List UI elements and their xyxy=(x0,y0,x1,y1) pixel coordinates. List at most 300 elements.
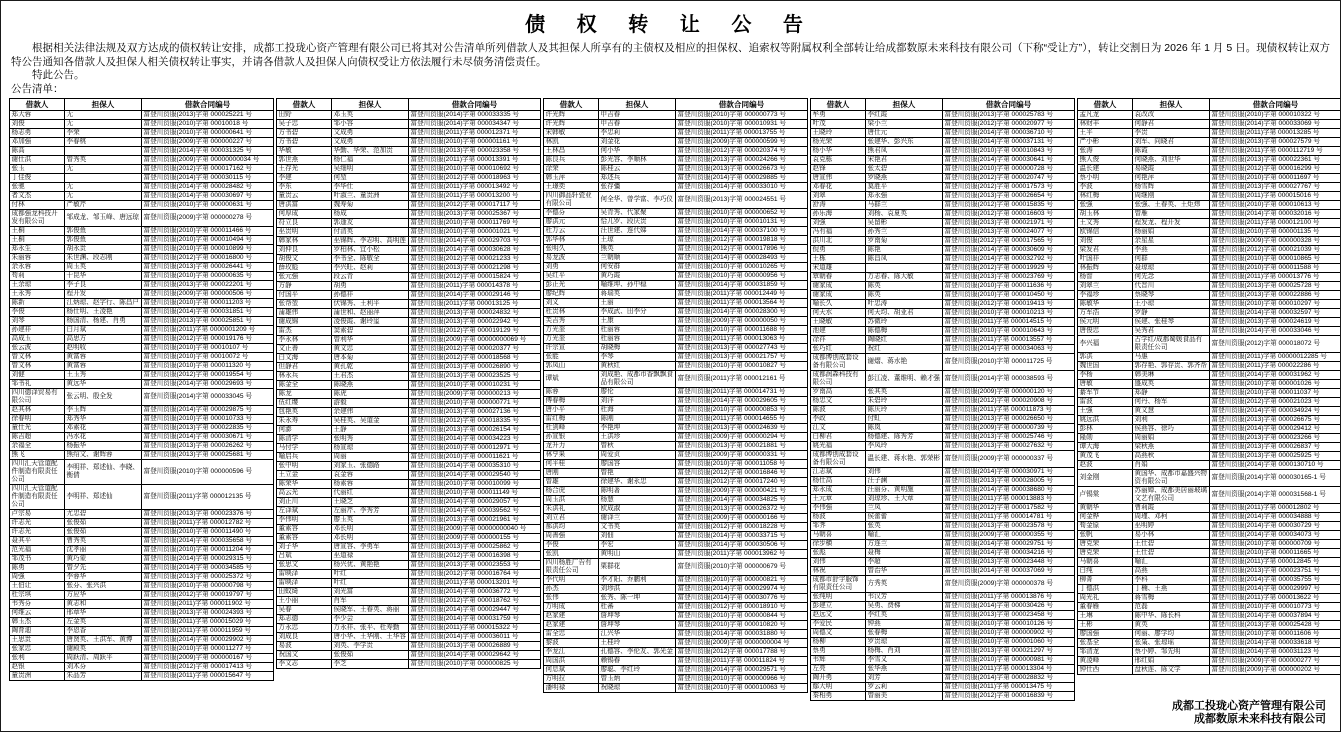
contract-no-cell: 富登川资服(2014)字第 000031123 号 xyxy=(1210,647,1341,656)
guarantor-cell: 刘琼珍、王大章 xyxy=(866,494,943,503)
guarantor-cell: 刘家玉、张德路 xyxy=(332,461,409,470)
guarantor-cell: 黄远华 xyxy=(65,379,142,388)
contract-no-cell: 富登川资服(2014)字第 000030506 号 xyxy=(676,540,808,549)
guarantor-cell: 杨素蓉 xyxy=(332,479,409,488)
guarantor-cell: 周跃清、周跃平 xyxy=(65,653,142,662)
borrower-cell: 张云波 xyxy=(10,343,65,352)
guarantor-cell: 曾利华 xyxy=(332,335,409,344)
borrower-cell: 蒲雄伟 xyxy=(277,308,332,317)
borrower-cell: 温长建 xyxy=(1078,164,1133,173)
contract-no-cell: 富登川资服(2014)字第 000030115 号 xyxy=(142,173,274,182)
guarantor-cell: 杨慧 xyxy=(599,495,676,504)
guarantor-cell: 喻维坤、孙中稳 xyxy=(599,280,676,289)
contract-no-cell: 富登川资服(2013)字第 000025728 号 xyxy=(1210,281,1341,290)
table-row xyxy=(277,587,541,596)
borrower-cell: 喻长久 xyxy=(811,299,866,308)
borrower-cell: 董素容 xyxy=(277,524,332,533)
guarantor-cell: 苏丽婵、成都美居丽玻璃文艺有限公司 xyxy=(1133,486,1210,503)
guarantor-cell: 周瑾、邓柯 xyxy=(1133,512,1210,521)
contract-no-cell: 富登川资服(2010)字第 000010265 号 xyxy=(676,262,808,271)
table-row xyxy=(10,334,274,343)
table-row xyxy=(10,137,274,146)
borrower-cell: 苟莉 xyxy=(10,271,65,280)
borrower-cell: 陈敏华 xyxy=(1078,299,1133,308)
borrower-cell: 丁佳俊 xyxy=(10,173,65,182)
borrower-cell: 余永蓉 xyxy=(10,262,65,271)
contract-no-cell: 富登川资服(2013)字第 000023751 号 xyxy=(1210,566,1341,575)
guarantor-cell: 何安群 xyxy=(599,262,676,271)
contract-no-cell: 富登川资服(2011)字第 000022286 号 xyxy=(1210,361,1341,370)
borrower-cell: 郭洪 xyxy=(1078,352,1133,361)
borrower-cell: 薛玫彪 xyxy=(277,263,332,272)
borrower-cell: 许志光 xyxy=(10,518,65,527)
guarantor-cell: 刘术芬 xyxy=(65,662,142,671)
borrower-cell: 周德文 xyxy=(811,628,866,637)
table-row xyxy=(10,307,274,316)
guarantor-cell: 刘芳 xyxy=(866,673,943,682)
table-row xyxy=(10,361,274,370)
table-row xyxy=(811,353,1075,370)
table-row xyxy=(10,572,274,581)
table-row xyxy=(10,253,274,262)
table-row xyxy=(1078,370,1341,379)
contract-no-cell: 富登川资服(2013)字第 000026890 号 xyxy=(409,362,541,371)
table-row xyxy=(1078,236,1341,245)
column-header: 借款人 xyxy=(1078,98,1133,110)
contract-no-cell: 富登川资服(2010)字第 000010450 号 xyxy=(943,290,1075,299)
guarantor-cell: 栗群花 xyxy=(599,558,676,575)
borrower-cell: 李伟明 xyxy=(277,515,332,524)
contract-no-cell: 富登川资服(2014)字第 000038593 号 xyxy=(943,370,1075,387)
table-row xyxy=(544,405,808,414)
loan-table-group-3 xyxy=(543,98,808,693)
borrower-cell: 左泽斌 xyxy=(277,506,332,515)
contract-no-cell: 富登川资服(2013)字第 000024832 号 xyxy=(409,308,541,317)
column-header: 担保人 xyxy=(65,98,142,110)
table-row xyxy=(1078,638,1341,647)
contract-no-cell: 富登川资服(2012)字第 000017240 号 xyxy=(676,477,808,486)
contract-no-cell: 富登川资服(2010)字第 000010063 号 xyxy=(676,683,808,692)
borrower-cell: 韦秀芬 xyxy=(10,599,65,608)
borrower-cell: 谢成锦 xyxy=(277,317,332,326)
table-row xyxy=(1078,469,1341,486)
borrower-cell: 张彪 xyxy=(811,548,866,557)
borrower-cell: 四川汇天管道配件制造有限责任公司 xyxy=(10,459,65,484)
borrower-cell: 胡俊文 xyxy=(277,254,332,263)
guarantor-cell: 李兴旺、赵莉 xyxy=(332,263,409,272)
contract-no-cell: 富登川资服(2009)字第 000000277 号 xyxy=(1210,656,1341,665)
table-row xyxy=(277,641,541,650)
borrower-cell: 何平桂 xyxy=(544,459,599,468)
table-row xyxy=(10,271,274,280)
table-row xyxy=(1078,290,1341,299)
table-row xyxy=(811,263,1075,272)
guarantor-cell: 刘佃 xyxy=(599,531,676,540)
borrower-cell: 万光奎 xyxy=(544,334,599,343)
column-header: 借款合同编号 xyxy=(943,98,1075,110)
table-row xyxy=(811,592,1075,601)
guarantor-cell: 巫明婷 xyxy=(1133,521,1210,530)
table-row xyxy=(10,608,274,617)
contract-no-cell: 富登川资服(2009)字第 000000331 号 xyxy=(676,450,808,459)
contract-no-cell: 富登川资服(2010)字第 000011058 号 xyxy=(676,459,808,468)
table-row xyxy=(811,245,1075,254)
contract-no-cell: 富登川资服(2013)字第 000024266 号 xyxy=(676,155,808,164)
table-row xyxy=(1078,451,1341,460)
borrower-cell: 张纯明 xyxy=(811,592,866,601)
borrower-cell: 韦辉 xyxy=(811,655,866,664)
contract-no-cell: 富登川资服(2009)字第 000000213 号 xyxy=(409,389,541,398)
table-row xyxy=(811,209,1075,218)
guarantor-cell: 李少会 xyxy=(332,614,409,623)
table-row xyxy=(10,536,274,545)
guarantor-cell: 李子良 xyxy=(65,280,142,289)
guarantor-cell: 古学红/成都蜀媛食品有限责任公司 xyxy=(1133,335,1210,352)
guarantor-cell: 肖军 xyxy=(332,596,409,605)
guarantor-cell: 恰儿罗、段庆贵 xyxy=(599,217,676,226)
borrower-cell: 郭世燕 xyxy=(277,155,332,164)
table-row xyxy=(277,335,541,344)
table-row xyxy=(1078,611,1341,620)
table-row xyxy=(544,235,808,244)
contract-no-cell: 富登川资服(2013)字第 000023458 号 xyxy=(943,610,1075,619)
guarantor-cell: 曹莉霞 xyxy=(1133,503,1210,512)
borrower-cell: 倪勇 xyxy=(811,245,866,254)
loan-table-group-4 xyxy=(810,98,1075,701)
contract-no-cell: 富登川资服(2014)字第 0000130710 号 xyxy=(1210,460,1341,469)
guarantor-cell: 窦素碧 xyxy=(332,326,409,335)
column-header: 担保人 xyxy=(599,98,676,110)
guarantor-cell xyxy=(65,146,142,155)
contract-no-cell: 富登川资服(2013)字第 000027767 号 xyxy=(1210,182,1341,191)
contract-no-cell: 富登川资服(2010)字第 000010931 号 xyxy=(676,119,808,128)
table-row xyxy=(1078,110,1341,119)
guarantor-cell: 尤忠碧 xyxy=(65,509,142,518)
contract-no-cell: 富登川资服(2012)字第 000020747 号 xyxy=(943,173,1075,182)
contract-no-cell: 富登川资服(2014)字第 000031962 号 xyxy=(1210,370,1341,379)
table-row xyxy=(1078,575,1341,584)
borrower-cell: 王晓玲 xyxy=(811,128,866,137)
borrower-cell: 唐克荣 xyxy=(1078,539,1133,548)
table-row xyxy=(544,396,808,405)
contract-no-cell: 富登川资服(2010)字第 000000771 号 xyxy=(409,398,541,407)
borrower-cell: 邹荠 xyxy=(811,521,866,530)
contract-no-cell: 富登川资服(2011)字第 000013622 号 xyxy=(1210,593,1341,602)
table-row xyxy=(811,441,1075,450)
column-header: 借款合同编号 xyxy=(676,98,808,110)
guarantor-cell: 文书英 xyxy=(599,522,676,531)
table-row xyxy=(277,560,541,569)
table-row xyxy=(277,236,541,245)
contract-no-cell: 富登川资服(2012)字第 000019129 号 xyxy=(409,326,541,335)
borrower-cell: 王晓敏 xyxy=(811,317,866,326)
contract-no-cell: 富登川资服(2014)字第 000031325 号 xyxy=(142,146,274,155)
contract-no-cell: 富登川资服(2014)字第 000031568-1 号 xyxy=(1210,486,1341,503)
borrower-cell: 吴红平 xyxy=(544,271,599,280)
guarantor-cell: 侯蕾蕾 xyxy=(866,512,943,521)
contract-no-cell: 富登川资服(2010)字第 000000596 号 xyxy=(142,459,274,484)
table-row xyxy=(811,387,1075,396)
borrower-cell: 张利 xyxy=(10,653,65,662)
guarantor-cell: 蒋瑞英 xyxy=(599,289,676,298)
column-header: 担保人 xyxy=(332,98,409,110)
borrower-cell: 徐步横 xyxy=(811,539,866,548)
contract-no-cell: 富登川资服(2010)字第 000010899 号 xyxy=(142,244,274,253)
table-row xyxy=(277,254,541,263)
borrower-cell: 李龙江 xyxy=(544,647,599,656)
contract-no-cell: 富登川资服(2014)字第 000033618 号 xyxy=(1210,638,1341,647)
guarantor-cell: 杨国清、杨建、肖勇 xyxy=(65,316,142,325)
contract-no-cell: 富登川资服(2013)字第 000027136 号 xyxy=(409,407,541,416)
guarantor-cell: 陈霞 xyxy=(1133,146,1210,155)
table-row xyxy=(544,683,808,692)
table-row xyxy=(544,217,808,226)
borrower-cell: 李俊 xyxy=(544,540,599,549)
contract-no-cell: 富登川资服(2011)字第 000013962 号 xyxy=(676,549,808,558)
contract-no-cell: 富登川资服(2013)字第 000025862 号 xyxy=(409,542,541,551)
guarantor-cell: 王晓芝 xyxy=(332,497,409,506)
document-title: 债 权 转 让 公 告 xyxy=(525,14,816,36)
borrower-cell: 祝国文 xyxy=(277,650,332,659)
borrower-cell: 王桐 xyxy=(10,235,65,244)
table-row xyxy=(277,659,541,668)
table-row xyxy=(1078,656,1341,665)
table-row xyxy=(1078,182,1341,191)
loan-table-group-2 xyxy=(276,98,541,669)
table-row xyxy=(277,164,541,173)
guarantor-cell: 何群 xyxy=(1133,254,1210,263)
borrower-cell: 马朝喜 xyxy=(1078,557,1133,566)
table-row xyxy=(277,110,541,119)
borrower-cell: 蔡勇 xyxy=(811,646,866,655)
guarantor-cell: 胡晓梅 xyxy=(599,343,676,352)
guarantor-cell: 左丽芹、李秀芳 xyxy=(332,506,409,515)
contract-no-cell: 富登川资服(2010)字第 000001060 号 xyxy=(943,637,1075,646)
contract-no-cell: 富登川资服(2010)字第 000010494 号 xyxy=(142,235,274,244)
table-row xyxy=(277,614,541,623)
contract-no-cell: 富登川资服(2012)字第 000018568 号 xyxy=(409,353,541,362)
contract-no-cell: 富登川资服(2014)字第 000029057 号 xyxy=(409,497,541,506)
contract-no-cell: 富登川资服(2014)字第 000028482 号 xyxy=(142,182,274,191)
contract-no-cell: 富登川资服(2011)字第 000015322 号 xyxy=(409,623,541,632)
contract-no-cell: 富登川资服(2011)字第 000012782 号 xyxy=(142,518,274,527)
table-row xyxy=(10,289,274,298)
guarantor-cell: 王小琼 xyxy=(1133,299,1210,308)
table-row xyxy=(811,423,1075,432)
borrower-cell: 孙杰 xyxy=(544,584,599,593)
borrower-cell: 杨仕高 xyxy=(811,476,866,485)
table-row xyxy=(277,596,541,605)
borrower-cell: 谢仕洪 xyxy=(10,155,65,164)
table-row xyxy=(277,227,541,236)
borrower-cell: 成都强龙科技开发有限公司 xyxy=(10,209,65,226)
guarantor-cell: 左金英 xyxy=(65,617,142,626)
guarantor-cell: 唐贤英、王洪军、黄博 xyxy=(65,635,142,644)
guarantor-cell: 黄巧蒙 xyxy=(65,554,142,563)
table-row xyxy=(1078,209,1341,218)
borrower-cell: 彭正光 xyxy=(544,280,599,289)
contract-no-cell: 富登川资服(2010)字第 000011725 号 xyxy=(943,353,1075,370)
borrower-cell: 蔡小明 xyxy=(1078,173,1133,182)
guarantor-cell: 李超 xyxy=(866,557,943,566)
contract-no-cell: 富登川资服(2014)字第 000029902 号 xyxy=(142,635,274,644)
contract-no-cell: 富登川资服(2010)字第 000011037 号 xyxy=(1210,388,1341,397)
contract-no-cell: 富登川资服(2011)字第 000011959 号 xyxy=(142,626,274,635)
borrower-cell: 杜贵林 xyxy=(544,307,599,316)
table-row xyxy=(811,566,1075,575)
contract-no-cell: 富登川资服(2011)字第 000012802 号 xyxy=(1210,503,1341,512)
guarantor-cell: 李蓉华 xyxy=(65,572,142,581)
guarantor-cell: 朱品芳 xyxy=(65,671,142,680)
borrower-cell: 王栋 xyxy=(811,254,866,263)
contract-no-cell: 富登川资服(2012)字第 000021233 号 xyxy=(409,254,541,263)
table-row xyxy=(811,494,1075,503)
contract-no-cell: 富登川资服(2014)字第 000029315 号 xyxy=(142,554,274,563)
borrower-cell: 孙宣银 xyxy=(544,432,599,441)
contract-no-cell: 富登川资服(2012)字第 000019176 号 xyxy=(142,334,274,343)
guarantor-cell: 温长建、蒋水艳、郭荣彬 xyxy=(866,450,943,467)
borrower-cell: 欧锦信 xyxy=(1078,227,1133,236)
guarantor-cell: 李春桃 xyxy=(65,137,142,146)
borrower-cell: 邹清龙 xyxy=(1078,647,1133,656)
contract-no-cell: 富登川资服(2014)字第 000029703 号 xyxy=(409,236,541,245)
borrower-cell: 牟勇 xyxy=(811,110,866,119)
guarantor-cell: 叶红 xyxy=(332,578,409,587)
borrower-cell: 黎波 xyxy=(544,638,599,647)
column-header: 担保人 xyxy=(1133,98,1210,110)
contract-no-cell: 富登川资服(2014)字第 000035310 号 xyxy=(409,461,541,470)
guarantor-cell: 刘光富 xyxy=(332,587,409,596)
contract-no-cell: 富登川资服(2014)字第 000028493 号 xyxy=(676,253,808,262)
contract-no-cell: 富登川资服(2014)字第 000030426 号 xyxy=(943,601,1075,610)
borrower-cell: 高云光 xyxy=(277,488,332,497)
borrower-cell: 周强 xyxy=(10,572,65,581)
table-row xyxy=(811,281,1075,290)
table-row xyxy=(544,271,808,280)
borrower-cell: 万光奎 xyxy=(544,325,599,334)
borrower-cell: 刘翠兰 xyxy=(1078,281,1133,290)
guarantor-cell: 文成勇 xyxy=(332,137,409,146)
table-row xyxy=(544,387,808,396)
table-row xyxy=(277,578,541,587)
table-row xyxy=(544,638,808,647)
contract-no-cell: 富登川资服(2011)字第 000013876 号 xyxy=(943,592,1075,601)
guarantor-cell: 巫锦辉、李志明、高明莲 xyxy=(332,236,409,245)
guarantor-cell: 曾丽美 xyxy=(866,691,943,700)
contract-no-cell: 富登川资服(2010)字第 000000844 号 xyxy=(676,611,808,620)
table-row xyxy=(1078,146,1341,155)
guarantor-cell: 邓长明 xyxy=(332,524,409,533)
guarantor-cell: 李红英 xyxy=(866,610,943,619)
guarantor-cell: 张存彊 xyxy=(599,182,676,191)
borrower-cell: 侯元明 xyxy=(1078,317,1133,326)
guarantor-cell: 孙秀兰 xyxy=(866,227,943,236)
table-row xyxy=(1078,512,1341,521)
table-header-row xyxy=(1078,98,1341,110)
guarantor-cell: 邹小容 xyxy=(332,119,409,128)
table-row xyxy=(1078,521,1341,530)
borrower-cell: 唐敏 xyxy=(1078,379,1133,388)
contract-no-cell: 富登川资服(2012)字第 000018335 号 xyxy=(409,416,541,425)
borrower-cell: 舒涛 xyxy=(811,200,866,209)
intro-paragraph: 根据相关法律法规及双方达成的债权转让安排，成都工投珑心资产管理有限公司已将其对公告清单所列借款人及其担保人所享有的主债权及相应的担保权、追索权等附属权利全部转让给成都数原未来科技有限公司（下称“受让方”），转让交割日为 2026 年 1 月 5 日。现债权转让双方特公告通知各借款人及担保人相关债权转让事实，并请各借款人及担保人向债权受让方依法履行未尽债务清偿责任。 xyxy=(11,42,1330,68)
guarantor-cell: 张强、王春英、王炬炜 xyxy=(1133,200,1210,209)
contract-no-cell: 富登川资服(2010)字第 000010820 号 xyxy=(676,620,808,629)
contract-no-cell: 富登川资服(2011)字第 000015016 号 xyxy=(1210,191,1341,200)
guarantor-cell: 黄国华、成都市嘉盛兴物资有限公司 xyxy=(1133,469,1210,486)
contract-no-cell: 富登川资服(2010)字第 000000635 号 xyxy=(142,271,274,280)
guarantor-cell: 唐本菊 xyxy=(332,353,409,362)
table-row xyxy=(10,262,274,271)
guarantor-cell: 张太碧 xyxy=(866,164,943,173)
borrower-cell: 雷映泽 xyxy=(277,569,332,578)
borrower-cell: 成都润森科技有限公司 xyxy=(811,370,866,387)
table-row xyxy=(811,485,1075,494)
borrower-cell: 谢家成 xyxy=(811,290,866,299)
table-row xyxy=(544,477,808,486)
contract-no-cell: 富登川资服(2012)字第 000018072 号 xyxy=(1210,335,1341,352)
guarantor-cell: 付清英 xyxy=(332,227,409,236)
contract-no-cell: 富登川资服(2011)字第 000013201 号 xyxy=(409,578,541,587)
guarantor-cell: 陈桂云 xyxy=(599,164,676,173)
contract-no-cell: 富登川资服(2011)字第 000013755 号 xyxy=(676,128,808,137)
borrower-cell: 郑永生 xyxy=(10,244,65,253)
hereby-announced-line: 特此公告。 xyxy=(32,69,85,82)
contract-no-cell: 富登川资服(2012)字第 000017565 号 xyxy=(943,236,1075,245)
contract-no-cell: 富登川资服(2013)字第 000025746 号 xyxy=(943,432,1075,441)
table-header-row xyxy=(10,98,274,110)
table-row xyxy=(544,182,808,191)
borrower-cell: 但静君 xyxy=(277,362,332,371)
borrower-cell: 姚光福 xyxy=(811,441,866,450)
table-row xyxy=(811,182,1075,191)
table-row xyxy=(544,513,808,522)
contract-no-cell: 富登川资服(2012)字第 000020374 号 xyxy=(676,146,808,155)
guarantor-cell: 汪子澜 xyxy=(866,476,943,485)
guarantor-cell: 叶红 xyxy=(332,569,409,578)
guarantor-cell: 谢熠、蒋水艳 xyxy=(866,353,943,370)
contract-no-cell: 富登川资服(2009)字第 000000166 号 xyxy=(676,513,808,522)
guarantor-cell: 付虹 xyxy=(866,414,943,423)
contract-no-cell: 富登川资服(2011)字第 000011873 号 xyxy=(943,405,1075,414)
contract-no-cell: 富登川资服(2010)字第 000011588 号 xyxy=(1210,263,1341,272)
borrower-cell: 张帆 xyxy=(1078,530,1133,539)
borrower-cell: 张涛 xyxy=(1078,146,1133,155)
borrower-cell: 李德芬 xyxy=(544,208,599,217)
table-row xyxy=(1078,361,1341,370)
contract-no-cell: 富登川资服(2009)字第 000000227 号 xyxy=(142,137,274,146)
table-row xyxy=(277,551,541,560)
guarantor-cell: 张俊茹 xyxy=(332,650,409,659)
guarantor-cell: 张芬、张兴洪 xyxy=(65,581,142,590)
guarantor-cell: 无 xyxy=(65,164,142,173)
table-row xyxy=(277,479,541,488)
guarantor-cell: 张建华、彭兴东 xyxy=(866,137,943,146)
guarantor-cell: 邓玉英 xyxy=(332,110,409,119)
table-row xyxy=(277,308,541,317)
contract-no-cell: 富登川资服(2010)字第 000012971 号 xyxy=(409,443,541,452)
guarantor-cell: 熊绍文、谢辉蓉 xyxy=(65,450,142,459)
table-row xyxy=(10,164,274,173)
guarantor-cell: 韦汉芳 xyxy=(866,592,943,601)
contract-no-cell: 富登川资服(2013)字第 000023553 号 xyxy=(409,560,541,569)
borrower-cell: 丁德洪 xyxy=(1078,584,1133,593)
guarantor-cell: 何静君 xyxy=(1133,119,1210,128)
contract-no-cell: 富登川资服(2012)字第 000019797 号 xyxy=(142,590,274,599)
table-row xyxy=(10,554,274,563)
table-row xyxy=(544,495,808,504)
guarantor-cell: 彭光容、李顺林 xyxy=(599,155,676,164)
